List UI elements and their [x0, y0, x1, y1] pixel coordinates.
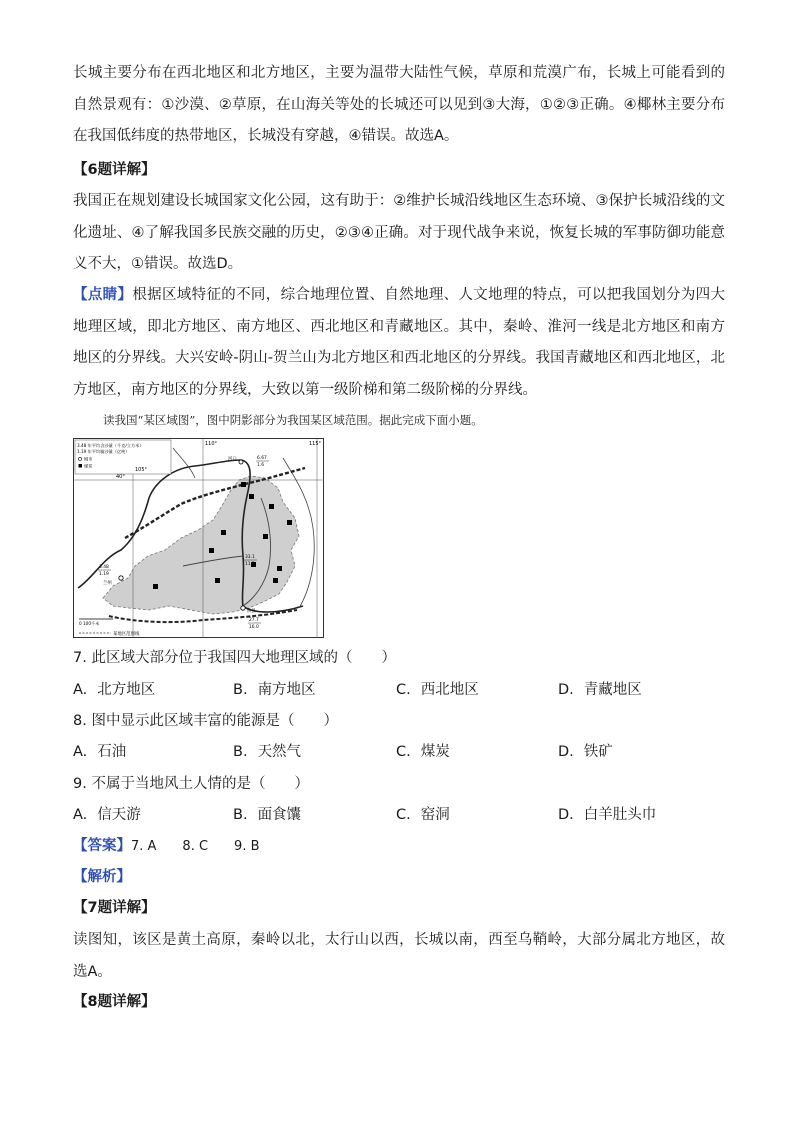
mid-sediment-load: 11.2 [245, 562, 255, 567]
answer-label: 【答案】 [73, 838, 131, 854]
question-7-stem: 7. 此区域大部分位于我国四大地理区域的（ ） [73, 650, 396, 666]
city-lanzhou [119, 576, 123, 580]
label-lon-110: 110° [205, 441, 218, 447]
option-text: 窑洞 [420, 807, 450, 823]
legend-line2: 1.19 年平均输沙量（亿吨） [77, 449, 130, 454]
loess-plateau-map [73, 438, 324, 638]
analysis-label: 【解析】 [73, 869, 131, 885]
q7-option-b [233, 680, 316, 700]
legend-city-symbol [78, 457, 81, 460]
q7-option-c [396, 680, 479, 700]
q8-option-a [73, 742, 126, 762]
option-letter: A. [73, 744, 88, 760]
coal-marker [215, 578, 220, 583]
south-sediment-load: 16.0 [249, 625, 259, 630]
label-shanxian: 陕县 [247, 609, 256, 614]
label-lanzhou: 兰州 [103, 581, 112, 586]
q8-option-b [233, 742, 301, 762]
coal-marker [221, 530, 226, 535]
legend-coal-symbol [79, 464, 83, 468]
option-text: 西北地区 [420, 682, 479, 698]
mid-sediment-content: 33.1 [245, 555, 255, 560]
option-text: 青藏地区 [583, 682, 642, 698]
coal-marker [209, 548, 214, 553]
legend-line1: 3.48 年平均含沙量（千克/立方米） [77, 443, 144, 448]
explanation-q5-paragraph: 长城主要分布在西北地区和北方地区，主要为温带大陆性气候，草原和荒漠广布，长城上可能看到的自然景观有：①沙漠、②草原，在山海关等处的长城还可以见到③大海，①②③正确。④椰林主要分布在我国低纬度的热带地区，长城没有穿越，④错误。故选A。 [73, 65, 725, 144]
option-text: 北方地区 [97, 682, 156, 698]
comment-label: 【点睛】 [73, 287, 133, 303]
coal-marker [153, 584, 158, 589]
option-text: 天然气 [257, 744, 302, 760]
question-9-options [73, 805, 753, 825]
comment-paragraph [73, 280, 725, 406]
option-text: 铁矿 [583, 744, 613, 760]
heading-q7-detail: 【7题详解】 [73, 900, 156, 916]
option-text: 白羊肚头巾 [583, 807, 657, 823]
hekou-sediment-content: 6.67 [257, 456, 267, 461]
scale-label: 0 100千米 [79, 621, 100, 626]
option-text: 石油 [97, 744, 127, 760]
coal-marker [263, 534, 268, 539]
label-hekou: 河口 [228, 457, 237, 462]
map-intro-text: 读我国“某区域图”，图中阴影部分为我国某区域范围。据此完成下面小题。 [103, 413, 483, 427]
west-sediment-content: 3.48 [99, 565, 109, 570]
option-letter: B. [233, 744, 248, 760]
answer-line [73, 836, 260, 857]
option-letter: B. [233, 807, 248, 823]
q7-option-d [558, 680, 642, 700]
coal-marker [269, 504, 274, 509]
option-letter: D. [558, 744, 574, 760]
question-8-stem: 8. 图中显示此区域丰富的能源是（ ） [73, 713, 338, 729]
coal-marker [241, 482, 246, 487]
q9-option-c [396, 805, 450, 825]
city-hekou [239, 460, 243, 464]
heading-q8-detail: 【8题详解】 [73, 994, 156, 1010]
q7-option-a [73, 680, 155, 700]
question-8-options [73, 742, 753, 762]
q9-option-b [233, 805, 301, 825]
option-text: 面食馕 [257, 807, 302, 823]
option-letter: C. [396, 682, 411, 698]
label-lon-115: 115° [309, 441, 322, 447]
west-sediment-load: 1.19 [99, 572, 109, 577]
boundary-legend-label: 某地区范围线 [113, 632, 140, 637]
option-letter: B. [233, 682, 248, 698]
coal-marker [287, 520, 292, 525]
option-letter: C. [396, 807, 411, 823]
option-text: 南方地区 [257, 682, 316, 698]
option-letter: D. [558, 807, 574, 823]
label-lon-105: 105° [135, 467, 148, 473]
option-text: 煤炭 [420, 744, 450, 760]
coal-marker [273, 578, 278, 583]
legend-city-label: 城市 [84, 456, 93, 462]
option-letter: A. [73, 682, 88, 698]
city-shanxian [241, 606, 245, 610]
comment-text: 根据区域特征的不同，综合地理位置、自然地理、人文地理的特点，可以把我国划分为四大地理区域，即北方地区、南方地区、西北地区和青藏地区。其中，秦岭、淮河一线是北方地区和南方地区的分界线。大兴安岭-阴山-贺兰山为北方地区和西北地区的分界线。我国青藏地区和西北地区，北方地区，南方地区的分界线，大致以第一级阶梯和第二级阶梯的分界线。 [73, 287, 726, 398]
south-sediment-content: 27.7 [249, 618, 259, 623]
question-7-options [73, 680, 753, 700]
option-letter: A. [73, 807, 88, 823]
coal-marker [249, 494, 254, 499]
coal-marker [277, 566, 282, 571]
option-letter: D. [558, 682, 574, 698]
option-text: 信天游 [97, 807, 141, 823]
explanation-q6-paragraph: 我国正在规划建设长城国家文化公园，这有助于：②维护长城沿线地区生态环境、③保护长城沿线的文化遗址、④了解我国多民族交融的历史，②③④正确。对于现代战争来说，恢复长城的军事防御功能意义不大，①错误。故选D。 [73, 193, 725, 272]
answer-text: 7. A 8. C 9. B [131, 839, 260, 854]
q9-option-d [558, 805, 656, 825]
heading-q6-detail: 【6题详解】 [73, 162, 156, 178]
label-lat-40: 40° [116, 474, 125, 480]
explanation-q7-paragraph: 读图知，该区是黄土高原，秦岭以北，太行山以西，长城以南，西至乌鞘岭，大部分属北方地区，故选A。 [73, 932, 725, 980]
q9-option-a [73, 805, 141, 825]
hekou-sediment-load: 1.6 [257, 463, 264, 468]
legend-coal-label: 煤炭 [84, 463, 93, 469]
question-9-stem: 9. 不属于当地风土人情的是（ ） [73, 776, 309, 792]
q8-option-d [558, 742, 613, 762]
option-letter: C. [396, 744, 411, 760]
q8-option-c [396, 742, 450, 762]
